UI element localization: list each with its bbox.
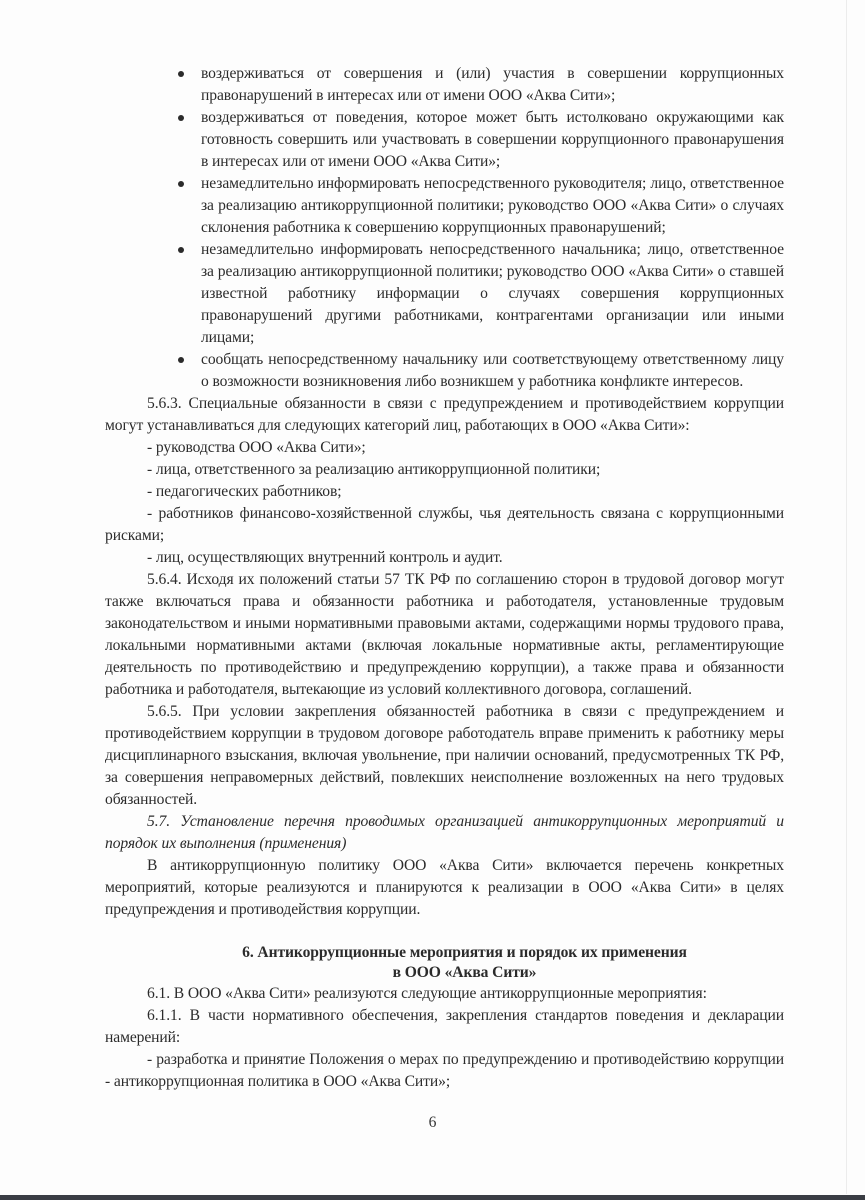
subsection-5-7-title: 5.7. Установление перечня проводимых организацией антикоррупционных мероприятий и порядок их выполнения (применения) — [105, 813, 784, 852]
paragraph-5-6-5: 5.6.5. При условии закрепления обязанностей работника в связи с предупреждением и противодействием коррупции в трудовом договоре работодатель вправе применить к работнику меры дисциплинарного взыскания, включая увольнение, при наличии оснований, предусмотренных ТК РФ, за совершения неправомерных действий, повлекших неисполнение возложенных на него трудовых обязанностей. — [105, 703, 784, 808]
category-item: - руководства ООО «Аква Сити»; — [147, 439, 366, 456]
bullet-item: незамедлительно информировать непосредственного руководителя; лицо, ответственное за реализацию антикоррупционной политики; руководство ООО «Аква Сити» о случаях склонения работника к совершению коррупционных правонарушений; — [201, 173, 784, 239]
page-content — [105, 63, 784, 1093]
duties-bullet-list — [105, 63, 784, 393]
paragraph-6-1: 6.1. В ООО «Аква Сити» реализуются следующие антикоррупционные мероприятия: — [147, 985, 707, 1002]
category-item: - работников финансово-хозяйственной службы, чья деятельность связана с коррупционными рисками; — [105, 505, 784, 544]
category-item: - лиц, осуществляющих внутренний контроль и аудит. — [147, 549, 503, 566]
category-item: - лица, ответственного за реализацию антикоррупционной политики; — [147, 461, 601, 478]
section-6-heading — [105, 943, 784, 983]
page-number: 6 — [428, 1114, 437, 1131]
scan-edge-line — [846, 0, 847, 1194]
paragraph-6-1-1: 6.1.1. В части нормативного обеспечения, закрепления стандартов поведения и декларации намерений: — [105, 1007, 784, 1046]
bullet-item: сообщать непосредственному начальнику или соответствующему ответственному лицу о возможности возникновения либо возникшем у работника конфликте интересов. — [201, 349, 784, 393]
paragraph-5-6-3: 5.6.3. Специальные обязанности в связи с предупреждением и противодействием коррупции могут устанавливаться для следующих категорий лиц, работающих в ООО «Аква Сити»: — [105, 395, 784, 434]
paragraph-5-6-4: 5.6.4. Исходя их положений статьи 57 ТК РФ по соглашению сторон в трудовой договор могут также включаться права и обязанности работника и работодателя, установленные трудовым законодательством и иными нормативными правовыми актами, содержащими нормы трудового права, локальными нормативными актами (включая локальные нормативные акты, регламентирующие деятельность по противодействию и предупреждению коррупции), а также права и обязанности работника и работодателя, вытекающие из условий коллективного договора, соглашений. — [105, 571, 784, 698]
scan-bottom-edge — [0, 1195, 865, 1200]
category-item: - педагогических работников; — [147, 483, 342, 500]
section-6-heading-line2: в ООО «Аква Сити» — [392, 964, 537, 981]
paragraph-5-7-body: В антикоррупционную политику ООО «Аква Сити» включается перечень конкретных мероприятий, которые реализуются и планируются к реализации в ООО «Аква Сити» в целях предупреждения и противодействия коррупции. — [105, 857, 784, 918]
bullet-item: незамедлительно информировать непосредственного начальника; лицо, ответственное за реализацию антикоррупционной политики; руководство ООО «Аква Сити» о ставшей известной работнику информации о случаях совершения коррупционных правонарушений другими работниками, контрагентами организации или иными лицами; — [201, 239, 784, 349]
section-6-heading-line1: 6. Антикоррупционные мероприятия и порядок их применения — [242, 944, 687, 961]
bullet-item: воздерживаться от поведения, которое может быть истолковано окружающими как готовность совершить или участвовать в совершении коррупционного правонарушения в интересах или от имени ООО «Аква Сити»; — [201, 107, 784, 173]
bullet-item: воздерживаться от совершения и (или) участия в совершении коррупционных правонарушений в интересах или от имени ООО «Аква Сити»; — [201, 63, 784, 107]
paragraph-6-1-1-item: - разработка и принятие Положения о мерах по предупреждению и противодействию коррупции - антикоррупционная политика в ООО «Аква Сити»; — [105, 1051, 784, 1090]
